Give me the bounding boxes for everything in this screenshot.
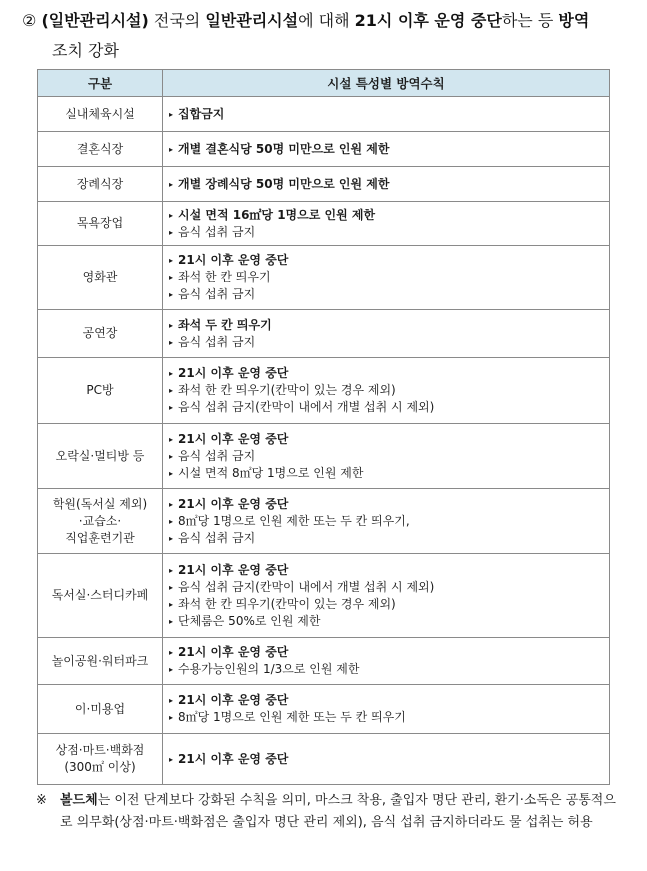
measures-cell: [163, 424, 610, 489]
measure-item: [169, 562, 603, 579]
bullet-triangle-icon: ▸: [169, 256, 174, 265]
bullet-triangle-icon: ▸: [169, 533, 174, 543]
measure-item: [169, 661, 603, 678]
measure-item: [169, 709, 603, 726]
measure-text: 음식 섭취 금지(칸막이 내에서 개별 섭취 시 제외): [178, 579, 435, 594]
bullet-triangle-icon: ▸: [169, 616, 174, 626]
facility-category-cell: [38, 246, 163, 310]
measure-item: [169, 224, 603, 241]
facility-category-cell: [38, 358, 163, 424]
measures-cell: [163, 167, 610, 202]
table-row: [38, 246, 610, 310]
measure-item: [169, 431, 603, 448]
measure-text: 21시 이후 운영 중단: [178, 693, 289, 707]
measure-item: [169, 530, 603, 547]
heading-time-rule: 21시 이후 운영 중단: [354, 11, 502, 30]
facility-category: 공연장: [82, 326, 118, 340]
measure-item: [169, 751, 603, 768]
facility-category-cell: [38, 685, 163, 734]
table-row: [38, 489, 610, 554]
facility-category: 오락실·멀티방 등: [55, 448, 145, 463]
measure-text: 개별 결혼식당 50명 미만으로 인원 제한: [178, 141, 390, 156]
measures-cell: [163, 246, 610, 310]
measure-item: [169, 365, 603, 382]
heading-facility: 일반관리시설: [205, 11, 299, 30]
measures-cell: [163, 202, 610, 246]
measure-text: 21시 이후 운영 중단: [178, 496, 289, 511]
bullet-triangle-icon: ▸: [169, 582, 174, 592]
note-rest: 는 이전 단계보다 강화된 수칙을 의미, 마스크 착용, 출입자 명단 관리, 환기·소독은 공통적으로 의무화(상점·마트·백화점은 출입자 명단 관리 제외), 음식 섭취 금지하더라도 물 섭취는 허용: [60, 793, 616, 830]
measure-item: [169, 269, 603, 286]
measure-text: 단체룸은 50%로 인원 제한: [178, 613, 321, 628]
footnote: [36, 790, 616, 834]
measure-item: [169, 207, 603, 224]
note-text: [36, 790, 616, 834]
measures-cell: [163, 310, 610, 358]
table-row: [38, 167, 610, 202]
facility-category-cell: [38, 97, 163, 132]
section-heading: [22, 6, 622, 66]
facility-category: 장례식장: [76, 176, 124, 191]
measure-text: 수용가능인원의 1/3으로 인원 제한: [178, 662, 360, 676]
facility-category: ·교습소·: [78, 513, 122, 528]
bullet-triangle-icon: ▸: [169, 665, 174, 674]
note-mark: ※: [36, 793, 47, 808]
measure-item: [169, 106, 603, 123]
heading-marker: ②: [22, 11, 37, 30]
measures-cell: [163, 97, 610, 132]
facility-category-cell: [38, 554, 163, 638]
facility-category: (300㎡ 이상): [64, 760, 136, 774]
facility-category: 영화관: [82, 270, 118, 284]
bullet-triangle-icon: ▸: [169, 754, 174, 764]
measure-text: 시설 면적 16㎡당 1명으로 인원 제한: [178, 207, 376, 222]
table-header-row: [38, 70, 610, 97]
facility-category: 학원(독서실 제외): [52, 496, 148, 511]
measure-text: 21시 이후 운영 중단: [178, 431, 289, 446]
table-body: [38, 97, 610, 785]
measure-item: [169, 382, 603, 399]
heading-line-2: 조치 강화: [52, 41, 119, 60]
table-row: [38, 202, 610, 246]
table-row: [38, 132, 610, 167]
bullet-triangle-icon: ▸: [169, 696, 174, 705]
table-row: [38, 734, 610, 785]
measure-item: [169, 579, 603, 596]
facility-category: 이·미용업: [74, 701, 126, 716]
measure-item: [169, 399, 603, 416]
facility-category-cell: [38, 734, 163, 785]
heading-category: (일반관리시설): [41, 11, 149, 30]
bullet-triangle-icon: ▸: [169, 210, 174, 220]
table-row: [38, 554, 610, 638]
measure-item: [169, 613, 603, 630]
facility-category-cell: [38, 638, 163, 685]
heading-text-2: 에 대해: [298, 11, 355, 30]
measures-cell: [163, 554, 610, 638]
table-row: [38, 97, 610, 132]
measure-item: [169, 596, 603, 613]
facility-category: 목욕장업: [76, 216, 124, 230]
bullet-triangle-icon: ▸: [169, 403, 174, 412]
measure-item: [169, 176, 603, 193]
facility-category-cell: [38, 424, 163, 489]
bullet-triangle-icon: ▸: [169, 713, 174, 722]
measures-cell: [163, 734, 610, 785]
quarantine-rules-table: [37, 69, 610, 785]
measure-item: [169, 317, 603, 334]
measure-text: 음식 섭취 금지: [178, 224, 256, 239]
measure-text: 21시 이후 운영 중단: [178, 751, 289, 766]
facility-category: 놀이공원·워터파크: [51, 653, 149, 668]
facility-category: 상점·마트·백화점: [55, 743, 145, 757]
bullet-triangle-icon: ▸: [169, 516, 174, 526]
facility-category: 실내체육시설: [65, 106, 135, 121]
note-bold-term: 볼드체: [60, 793, 98, 808]
facility-category: 독서실·스터디카페: [51, 588, 149, 602]
bullet-triangle-icon: ▸: [169, 386, 174, 395]
measure-text: 21시 이후 운영 중단: [178, 366, 289, 380]
measure-item: [169, 692, 603, 709]
heading-text-1: 전국의: [148, 11, 206, 30]
measure-item: [169, 286, 603, 303]
measures-cell: [163, 358, 610, 424]
table-row: [38, 424, 610, 489]
measure-text: 음식 섭취 금지: [178, 530, 256, 545]
facility-category-cell: [38, 310, 163, 358]
measure-text: 21시 이후 운영 중단: [178, 253, 289, 267]
measure-text: 21시 이후 운영 중단: [178, 645, 289, 659]
measure-text: 좌석 두 칸 띄우기: [178, 317, 272, 332]
measure-item: [169, 513, 603, 530]
measure-text: 좌석 한 칸 띄우기: [178, 270, 271, 284]
measure-item: [169, 334, 603, 351]
measure-item: [169, 141, 603, 158]
bullet-triangle-icon: ▸: [169, 227, 174, 237]
bullet-triangle-icon: ▸: [169, 369, 174, 378]
bullet-triangle-icon: ▸: [169, 273, 174, 282]
bullet-triangle-icon: ▸: [169, 451, 174, 461]
facility-category-cell: [38, 489, 163, 554]
facility-category: 결혼식장: [76, 141, 124, 156]
bullet-triangle-icon: ▸: [169, 648, 174, 657]
bullet-triangle-icon: ▸: [169, 599, 174, 609]
measure-text: 좌석 한 칸 띄우기(칸막이 있는 경우 제외): [178, 596, 396, 611]
measure-text: 음식 섭취 금지(칸막이 내에서 개별 섭취 시 제외): [178, 400, 435, 414]
table-row: [38, 310, 610, 358]
measure-text: 개별 장례식당 50명 미만으로 인원 제한: [178, 176, 390, 191]
measure-text: 8㎡당 1명으로 인원 제한 또는 두 칸 띄우기,: [178, 513, 410, 528]
bullet-triangle-icon: ▸: [169, 434, 174, 444]
measure-item: [169, 252, 603, 269]
measure-text: 음식 섭취 금지: [178, 448, 256, 463]
measure-text: 음식 섭취 금지: [178, 334, 256, 349]
measures-cell: [163, 489, 610, 554]
measure-text: 집합금지: [178, 106, 225, 121]
measure-text: 좌석 한 칸 띄우기(칸막이 있는 경우 제외): [178, 383, 396, 397]
facility-category-cell: [38, 132, 163, 167]
bullet-triangle-icon: ▸: [169, 144, 174, 154]
measure-text: 8㎡당 1명으로 인원 제한 또는 두 칸 띄우기: [178, 710, 406, 724]
measure-item: [169, 448, 603, 465]
header-measures: 시설 특성별 방역수칙: [163, 70, 610, 97]
facility-category: 직업훈련기관: [65, 530, 135, 545]
measure-text: 시설 면적 8㎡당 1명으로 인원 제한: [178, 465, 364, 480]
measures-cell: [163, 685, 610, 734]
heading-quarantine: 방역: [558, 11, 590, 30]
measure-text: 음식 섭취 금지: [178, 287, 256, 301]
table-row: [38, 685, 610, 734]
bullet-triangle-icon: ▸: [169, 565, 174, 575]
measures-cell: [163, 132, 610, 167]
bullet-triangle-icon: ▸: [169, 468, 174, 478]
bullet-triangle-icon: ▸: [169, 320, 174, 330]
heading-text-3: 하는 등: [501, 11, 559, 30]
table-row: [38, 638, 610, 685]
bullet-triangle-icon: ▸: [169, 290, 174, 299]
bullet-triangle-icon: ▸: [169, 179, 174, 189]
table-row: [38, 358, 610, 424]
bullet-triangle-icon: ▸: [169, 499, 174, 509]
facility-category-cell: [38, 202, 163, 246]
measure-text: 21시 이후 운영 중단: [178, 562, 289, 577]
measure-item: [169, 465, 603, 482]
bullet-triangle-icon: ▸: [169, 109, 174, 119]
measure-item: [169, 644, 603, 661]
facility-category-cell: [38, 167, 163, 202]
facility-category: PC방: [86, 383, 114, 397]
measures-cell: [163, 638, 610, 685]
header-category: 구분: [38, 70, 163, 97]
measure-item: [169, 496, 603, 513]
bullet-triangle-icon: ▸: [169, 337, 174, 347]
